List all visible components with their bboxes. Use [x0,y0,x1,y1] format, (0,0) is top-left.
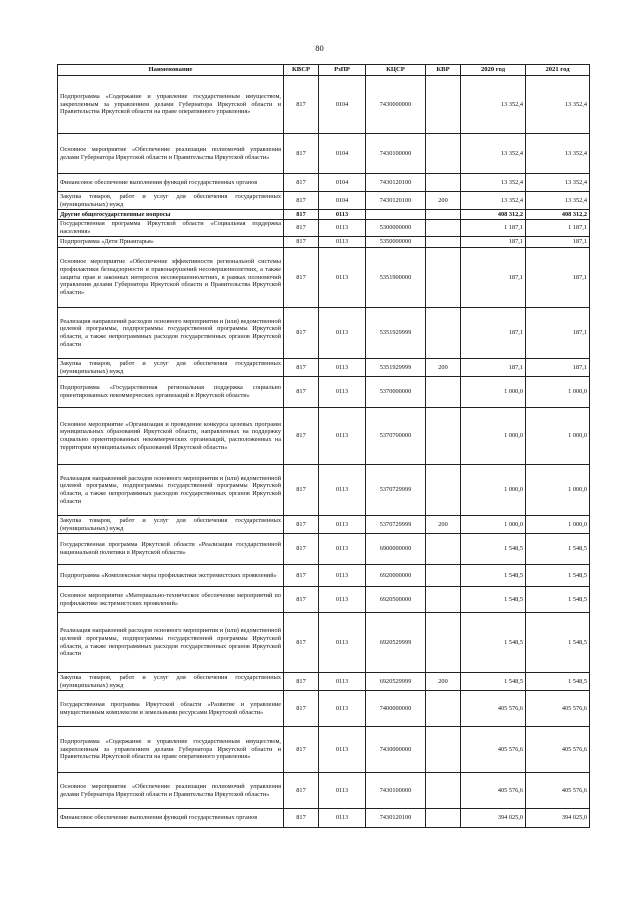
cell-kcsr: 6920000000 [366,565,426,587]
table-row [58,192,590,210]
cell-kcsr: 5351900000 [366,248,426,308]
cell-rzpr: 0113 [319,809,366,828]
cell-kvr [426,248,461,308]
cell-2021: 1 000,0 [526,377,590,408]
cell-name: Реализация направлений расходов основного мероприятия и (или) ведомственной целевой программы, подпрограммы государственной программы Иркутской области, а также непрограммных расходов государственных органов Иркутской области [58,613,284,673]
cell-2020: 394 025,0 [461,809,526,828]
cell-2021: 1 548,5 [526,673,590,691]
cell-kvsr: 817 [284,613,319,673]
cell-2021: 405 576,6 [526,691,590,727]
cell-kcsr: 5351929999 [366,359,426,377]
cell-kvsr: 817 [284,237,319,248]
cell-kcsr: 7430120100 [366,809,426,828]
cell-2020: 1 000,0 [461,377,526,408]
cell-rzpr: 0113 [319,465,366,516]
cell-name: Другие общегосударственные вопросы [58,210,284,220]
cell-name: Реализация направлений расходов основного мероприятия и (или) ведомственной целевой программы, подпрограммы государственной программы Иркутской области, а также непрограммных расходов государственных органов Иркутской области [58,465,284,516]
cell-2021: 187,1 [526,359,590,377]
table-row [58,237,590,248]
cell-rzpr: 0113 [319,534,366,565]
cell-2020: 1 000,0 [461,408,526,465]
cell-kvr [426,465,461,516]
cell-2020: 13 352,4 [461,134,526,174]
cell-name: Подпрограмма «Содержание и управление государственным имуществом, закрепленным за управлением делами Губернатора Иркутской области и Правительства Иркутской области на праве оперативного управления» [58,76,284,134]
cell-2021: 187,1 [526,248,590,308]
cell-kcsr: 5370000000 [366,377,426,408]
cell-kvr [426,727,461,773]
cell-kvsr: 817 [284,134,319,174]
table-row [58,534,590,565]
table-row [58,408,590,465]
cell-rzpr: 0113 [319,587,366,613]
cell-2021: 187,1 [526,308,590,359]
header-kcsr: КЦСР [366,65,426,76]
cell-kvr [426,587,461,613]
cell-kvsr: 817 [284,727,319,773]
cell-kvsr: 817 [284,248,319,308]
cell-kcsr: 5370729999 [366,465,426,516]
cell-rzpr: 0113 [319,673,366,691]
cell-2020: 187,1 [461,237,526,248]
cell-kvr: 200 [426,516,461,534]
cell-name: Финансовое обеспечение выполнения функций государственных органов [58,174,284,192]
cell-2020: 1 000,0 [461,516,526,534]
table-row [58,613,590,673]
cell-kvr [426,237,461,248]
cell-2020: 187,1 [461,248,526,308]
header-name: Наименование [58,65,284,76]
cell-kcsr: 7430120100 [366,192,426,210]
table-row [58,220,590,237]
cell-2021: 1 000,0 [526,408,590,465]
cell-kvr [426,308,461,359]
table-row [58,673,590,691]
cell-2021: 13 352,4 [526,134,590,174]
cell-kcsr: 7400000000 [366,691,426,727]
cell-name: Подпрограмма «Содержание и управление государственным имуществом, закрепленным за управлением делами Губернатора Иркутской области и Правительства Иркутской области на праве оперативного управления» [58,727,284,773]
cell-2021: 408 312,2 [526,210,590,220]
cell-kvsr: 817 [284,192,319,210]
header-kvsr: КВСР [284,65,319,76]
cell-2021: 1 548,5 [526,587,590,613]
cell-name: Основное мероприятие «Обеспечение эффективности региональной системы профилактики безнадзорности и правонарушений несовершеннолетних, а также защиты прав и законных интересов несовершеннолетних, в рамках полномочий управления делами Губернатора Иркутской области и Правительства Иркутской области» [58,248,284,308]
table-row [58,76,590,134]
cell-kvr [426,613,461,673]
cell-kvr [426,691,461,727]
cell-kvr [426,534,461,565]
cell-name: Подпрограмма «Комплексные меры профилактики экстремистских проявлений» [58,565,284,587]
table-row [58,773,590,809]
table-row [58,210,590,220]
cell-rzpr: 0113 [319,248,366,308]
cell-kvsr: 817 [284,587,319,613]
cell-name: Закупка товаров, работ и услуг для обеспечения государственных (муниципальных) нужд [58,516,284,534]
cell-2020: 187,1 [461,308,526,359]
cell-2020: 13 352,4 [461,192,526,210]
cell-kcsr: 7430100000 [366,134,426,174]
cell-2021: 1 000,0 [526,465,590,516]
table-row [58,308,590,359]
cell-name: Государственная программа Иркутской области «Развитие и управление имущественным комплексом и земельными ресурсами Иркутской области» [58,691,284,727]
cell-2020: 1 548,5 [461,534,526,565]
cell-kvsr: 817 [284,220,319,237]
header-2021: 2021 год [526,65,590,76]
table-row [58,565,590,587]
cell-name: Реализация направлений расходов основного мероприятия и (или) ведомственной целевой программы, подпрограммы государственной программы Иркутской области, а также непрограммных расходов государственных органов Иркутской области [58,308,284,359]
header-rzpr: РзПР [319,65,366,76]
cell-2020: 405 576,6 [461,691,526,727]
table-body [58,76,590,828]
cell-name: Основное мероприятие «Материально-техническое обеспечение мероприятий по профилактике экстремистских проявлений» [58,587,284,613]
cell-kcsr: 7430000000 [366,727,426,773]
cell-2021: 187,1 [526,237,590,248]
cell-rzpr: 0113 [319,377,366,408]
cell-kvr: 200 [426,673,461,691]
table-header-row [58,65,590,76]
cell-rzpr: 0113 [319,210,366,220]
cell-2020: 1 548,5 [461,613,526,673]
cell-rzpr: 0104 [319,192,366,210]
cell-kcsr: 5370729999 [366,516,426,534]
cell-kcsr: 6920500000 [366,587,426,613]
cell-name: Финансовое обеспечение выполнения функций государственных органов [58,809,284,828]
cell-name: Закупка товаров, работ и услуг для обеспечения государственных (муниципальных) нужд [58,192,284,210]
cell-name: Подпрограмма «Дети Приангарья» [58,237,284,248]
cell-kcsr: 7430100000 [366,773,426,809]
cell-2020: 1 000,0 [461,465,526,516]
header-2020: 2020 год [461,65,526,76]
cell-kcsr: 5370700000 [366,408,426,465]
cell-name: Подпрограмма «Государственная региональная поддержка социально ориентированных некоммерческих организаций в Иркутской области» [58,377,284,408]
cell-2021: 13 352,4 [526,174,590,192]
cell-2021: 1 000,0 [526,516,590,534]
cell-kvsr: 817 [284,534,319,565]
cell-2020: 13 352,4 [461,174,526,192]
header-kvr: КВР [426,65,461,76]
cell-rzpr: 0104 [319,134,366,174]
cell-name: Основное мероприятие «Обеспечение реализации полномочий управления делами Губернатора Иркутской области и Правительства Иркутской области» [58,773,284,809]
cell-2020: 187,1 [461,359,526,377]
table-row [58,587,590,613]
table-row [58,727,590,773]
cell-kcsr: 5300000000 [366,220,426,237]
table-row [58,174,590,192]
cell-kvr [426,377,461,408]
cell-kvsr: 817 [284,465,319,516]
cell-2021: 394 025,0 [526,809,590,828]
cell-2021: 1 187,1 [526,220,590,237]
cell-kcsr: 5350000000 [366,237,426,248]
cell-2021: 405 576,6 [526,727,590,773]
cell-kvsr: 817 [284,308,319,359]
table-row [58,465,590,516]
cell-kvsr: 817 [284,174,319,192]
table-row [58,134,590,174]
cell-2020: 408 312,2 [461,210,526,220]
cell-rzpr: 0104 [319,76,366,134]
cell-kvsr: 817 [284,516,319,534]
cell-name: Закупка товаров, работ и услуг для обеспечения государственных (муниципальных) нужд [58,673,284,691]
page-number: 80 [315,43,324,53]
cell-kvr: 200 [426,192,461,210]
cell-rzpr: 0113 [319,408,366,465]
cell-rzpr: 0113 [319,308,366,359]
table-row [58,359,590,377]
table-row [58,248,590,308]
table-row [58,516,590,534]
cell-kcsr: 7430000000 [366,76,426,134]
cell-2020: 1 548,5 [461,565,526,587]
cell-kvsr: 817 [284,210,319,220]
cell-rzpr: 0104 [319,174,366,192]
cell-2021: 13 352,4 [526,192,590,210]
cell-name: Государственная программа Иркутской области «Социальная поддержка населения» [58,220,284,237]
cell-kvr: 200 [426,359,461,377]
cell-kvr [426,809,461,828]
cell-kvsr: 817 [284,691,319,727]
cell-kvr [426,76,461,134]
cell-kvr [426,408,461,465]
cell-kcsr: 6900000000 [366,534,426,565]
cell-kvsr: 817 [284,408,319,465]
cell-rzpr: 0113 [319,773,366,809]
cell-2021: 1 548,5 [526,565,590,587]
cell-2020: 1 187,1 [461,220,526,237]
cell-rzpr: 0113 [319,613,366,673]
cell-2021: 405 576,6 [526,773,590,809]
cell-2021: 1 548,5 [526,613,590,673]
cell-kvsr: 817 [284,673,319,691]
cell-rzpr: 0113 [319,516,366,534]
table-row [58,809,590,828]
cell-kvsr: 817 [284,809,319,828]
cell-rzpr: 0113 [319,691,366,727]
cell-2021: 1 548,5 [526,534,590,565]
cell-name: Закупка товаров, работ и услуг для обеспечения государственных (муниципальных) нужд [58,359,284,377]
cell-kcsr: 6920529999 [366,613,426,673]
cell-kvsr: 817 [284,377,319,408]
cell-2020: 1 548,5 [461,587,526,613]
cell-kvr [426,174,461,192]
cell-rzpr: 0113 [319,237,366,248]
cell-rzpr: 0113 [319,565,366,587]
cell-kvr [426,134,461,174]
cell-kvr [426,773,461,809]
cell-kvr [426,210,461,220]
cell-kcsr: 7430120100 [366,174,426,192]
cell-kvsr: 817 [284,76,319,134]
budget-table [57,64,590,828]
cell-kcsr: 6920529999 [366,673,426,691]
cell-2020: 1 548,5 [461,673,526,691]
cell-2020: 405 576,6 [461,727,526,773]
table-row [58,377,590,408]
cell-2020: 13 352,4 [461,76,526,134]
cell-name: Основное мероприятие «Организация и проведение конкурса целевых программ муниципальных образований Иркутской области, направленных на поддержку социально ориентированных некоммерческих организаций, расположенных на территории муниципальных образований Иркутской области» [58,408,284,465]
cell-kvr [426,220,461,237]
cell-2021: 13 352,4 [526,76,590,134]
cell-name: Основное мероприятие «Обеспечение реализации полномочий управления делами Губернатора Иркутской области и Правительства Иркутской области» [58,134,284,174]
table-row [58,691,590,727]
cell-kcsr: 5351929999 [366,308,426,359]
cell-rzpr: 0113 [319,220,366,237]
cell-kvsr: 817 [284,773,319,809]
cell-kvsr: 817 [284,359,319,377]
cell-2020: 405 576,6 [461,773,526,809]
cell-kvr [426,565,461,587]
cell-rzpr: 0113 [319,359,366,377]
cell-kvsr: 817 [284,565,319,587]
cell-name: Государственная программа Иркутской области «Реализация государственной национальной политики в Иркутской области» [58,534,284,565]
cell-rzpr: 0113 [319,727,366,773]
cell-kcsr [366,210,426,220]
